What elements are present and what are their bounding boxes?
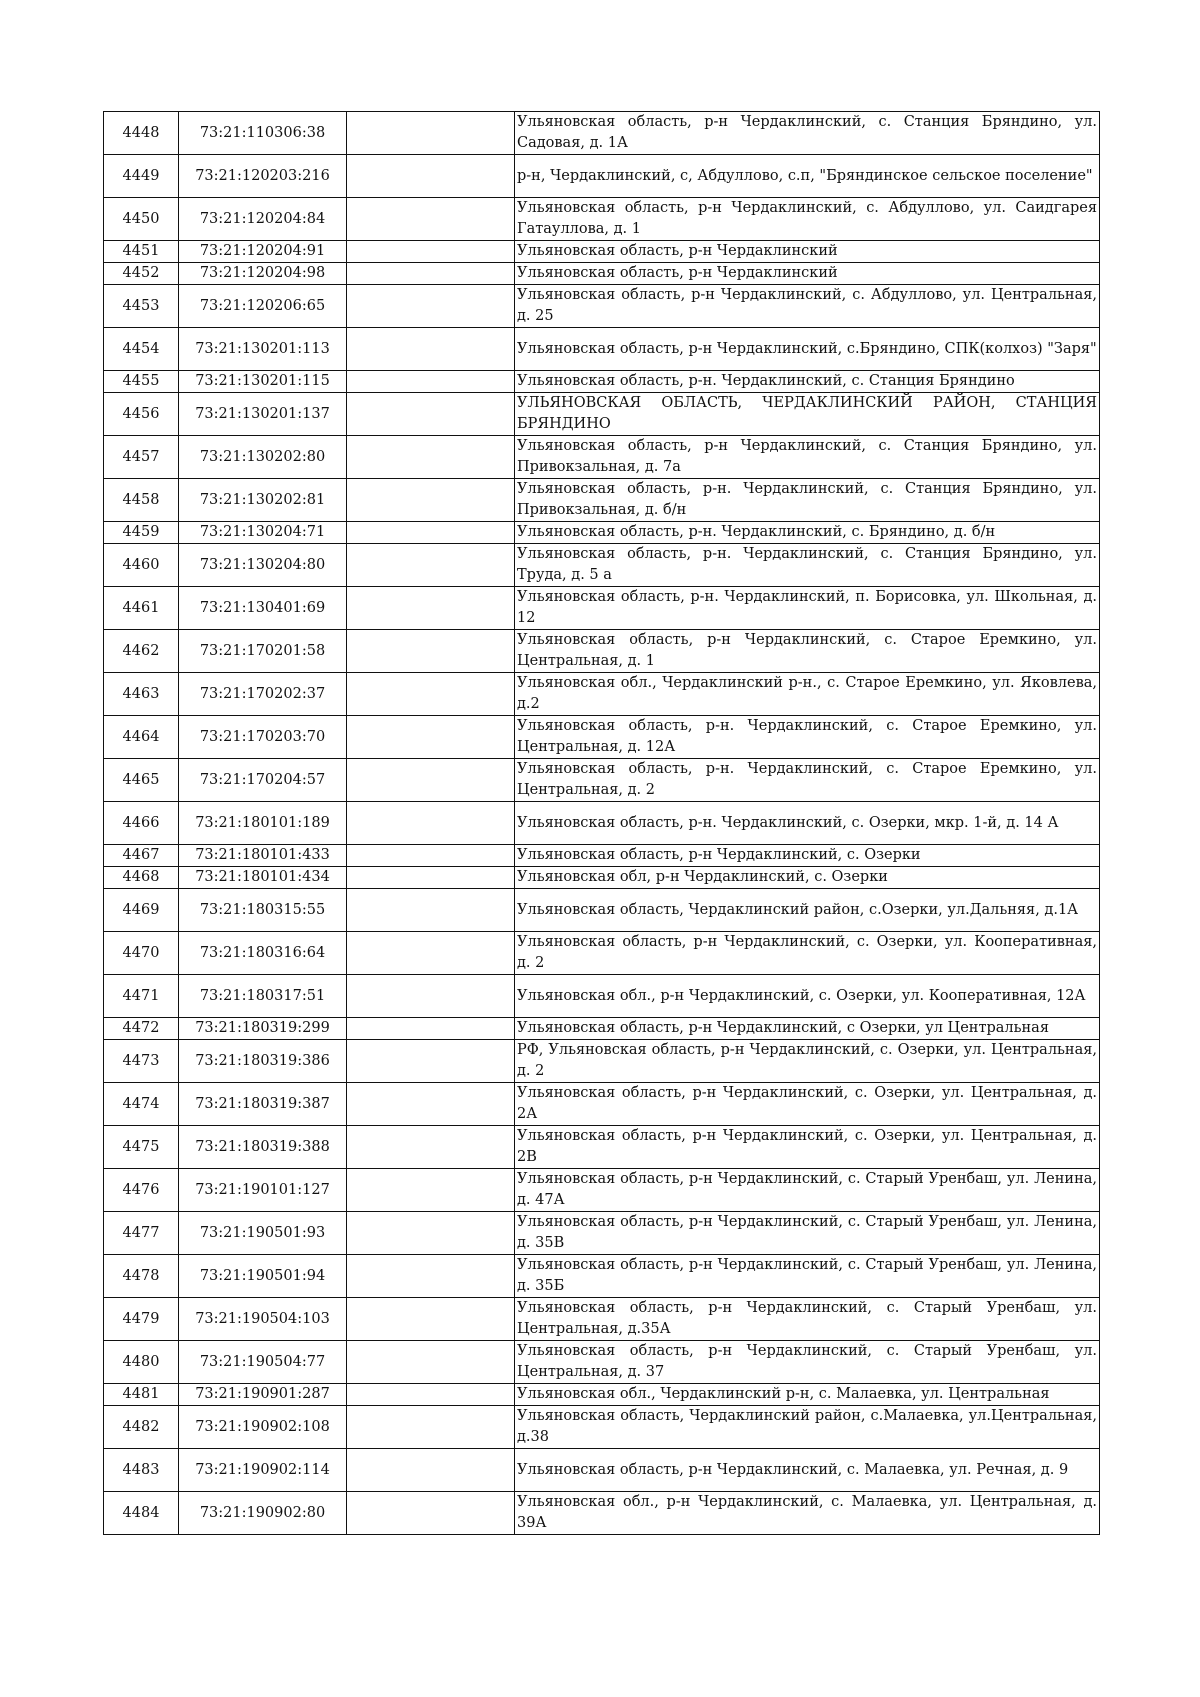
address-cell: Ульяновская область, р-н Чердаклинский, с. Озерки, ул. Центральная, д. 2В	[515, 1126, 1100, 1169]
row-number-cell: 4478	[104, 1255, 179, 1298]
table-row	[104, 867, 1100, 889]
empty-cell	[347, 759, 515, 802]
cadastral-number-cell: 73:21:130201:137	[179, 393, 347, 436]
empty-cell	[347, 845, 515, 867]
empty-cell	[347, 1406, 515, 1449]
row-number-cell: 4465	[104, 759, 179, 802]
row-number-cell: 4457	[104, 436, 179, 479]
row-number-cell: 4475	[104, 1126, 179, 1169]
cadastral-number-cell: 73:21:120206:65	[179, 285, 347, 328]
empty-cell	[347, 1449, 515, 1492]
address-cell: Ульяновская область, р-н. Чердаклинский, с. Озерки, мкр. 1-й, д. 14 А	[515, 802, 1100, 845]
cadastral-number-cell: 73:21:120204:84	[179, 198, 347, 241]
row-number-cell: 4476	[104, 1169, 179, 1212]
registry-table-body	[104, 112, 1100, 1535]
address-cell: Ульяновская область, Чердаклинский район, с.Малаевка, ул.Центральная, д.38	[515, 1406, 1100, 1449]
empty-cell	[347, 1169, 515, 1212]
cadastral-number-cell: 73:21:120203:216	[179, 155, 347, 198]
empty-cell	[347, 975, 515, 1018]
row-number-cell: 4467	[104, 845, 179, 867]
row-number-cell: 4458	[104, 479, 179, 522]
row-number-cell: 4451	[104, 241, 179, 263]
table-row	[104, 630, 1100, 673]
cadastral-number-cell: 73:21:180101:433	[179, 845, 347, 867]
row-number-cell: 4464	[104, 716, 179, 759]
cadastral-number-cell: 73:21:130401:69	[179, 587, 347, 630]
row-number-cell: 4471	[104, 975, 179, 1018]
table-row	[104, 393, 1100, 436]
row-number-cell: 4466	[104, 802, 179, 845]
table-row	[104, 673, 1100, 716]
table-row	[104, 759, 1100, 802]
cadastral-number-cell: 73:21:180101:189	[179, 802, 347, 845]
cadastral-number-cell: 73:21:130201:113	[179, 328, 347, 371]
address-cell: Ульяновская область, р-н. Чердаклинский, с. Станция Бряндино	[515, 371, 1100, 393]
address-cell: Ульяновская область, р-н Чердаклинский, с. Старый Уренбаш, ул. Ленина, д. 35Б	[515, 1255, 1100, 1298]
cadastral-number-cell: 73:21:180316:64	[179, 932, 347, 975]
address-cell: Ульяновская обл, р-н Чердаклинский, с. Озерки	[515, 867, 1100, 889]
cadastral-number-cell: 73:21:130202:81	[179, 479, 347, 522]
empty-cell	[347, 393, 515, 436]
row-number-cell: 4455	[104, 371, 179, 393]
address-cell: Ульяновская область, р-н Чердаклинский, с. Старый Уренбаш, ул. Ленина, д. 47А	[515, 1169, 1100, 1212]
row-number-cell: 4459	[104, 522, 179, 544]
row-number-cell: 4482	[104, 1406, 179, 1449]
table-row	[104, 371, 1100, 393]
document-page	[103, 111, 1099, 1535]
empty-cell	[347, 802, 515, 845]
row-number-cell: 4481	[104, 1384, 179, 1406]
table-row	[104, 241, 1100, 263]
cadastral-number-cell: 73:21:190101:127	[179, 1169, 347, 1212]
cadastral-number-cell: 73:21:170201:58	[179, 630, 347, 673]
empty-cell	[347, 1255, 515, 1298]
cadastral-number-cell: 73:21:130204:80	[179, 544, 347, 587]
cadastral-number-cell: 73:21:190901:287	[179, 1384, 347, 1406]
cadastral-number-cell: 73:21:180315:55	[179, 889, 347, 932]
row-number-cell: 4483	[104, 1449, 179, 1492]
table-row	[104, 932, 1100, 975]
row-number-cell: 4448	[104, 112, 179, 155]
registry-table	[103, 111, 1100, 1535]
address-cell: Ульяновская обл., р-н Чердаклинский, с. Малаевка, ул. Центральная, д. 39А	[515, 1492, 1100, 1535]
address-cell: Ульяновская область, р-н. Чердаклинский, с. Старое Еремкино, ул. Центральная, д. 12А	[515, 716, 1100, 759]
table-row	[104, 436, 1100, 479]
address-cell: Ульяновская область, р-н. Чердаклинский, п. Борисовка, ул. Школьная, д. 12	[515, 587, 1100, 630]
table-row	[104, 328, 1100, 371]
empty-cell	[347, 630, 515, 673]
table-row	[104, 716, 1100, 759]
address-cell: Ульяновская область, р-н Чердаклинский, с. Старый Уренбаш, ул. Центральная, д. 37	[515, 1341, 1100, 1384]
address-cell: Ульяновская область, р-н Чердаклинский, с. Старое Еремкино, ул. Центральная, д. 1	[515, 630, 1100, 673]
cadastral-number-cell: 73:21:120204:98	[179, 263, 347, 285]
address-cell: Ульяновская область, Чердаклинский район, с.Озерки, ул.Дальняя, д.1А	[515, 889, 1100, 932]
cadastral-number-cell: 73:21:170204:57	[179, 759, 347, 802]
address-cell: Ульяновская область, р-н Чердаклинский, с. Старый Уренбаш, ул. Центральная, д.35А	[515, 1298, 1100, 1341]
table-row	[104, 522, 1100, 544]
table-row	[104, 1040, 1100, 1083]
address-cell: Ульяновская область, р-н Чердаклинский, с. Старый Уренбаш, ул. Ленина, д. 35В	[515, 1212, 1100, 1255]
table-row	[104, 1298, 1100, 1341]
empty-cell	[347, 241, 515, 263]
row-number-cell: 4449	[104, 155, 179, 198]
table-row	[104, 1406, 1100, 1449]
table-row	[104, 802, 1100, 845]
table-row	[104, 1449, 1100, 1492]
empty-cell	[347, 371, 515, 393]
address-cell: Ульяновская область, р-н Чердаклинский, с. Малаевка, ул. Речная, д. 9	[515, 1449, 1100, 1492]
empty-cell	[347, 867, 515, 889]
table-row	[104, 544, 1100, 587]
address-cell: р-н, Чердаклинский, с, Абдуллово, с.п, "Бряндинское сельское поселение"	[515, 155, 1100, 198]
empty-cell	[347, 1341, 515, 1384]
address-cell: Ульяновская область, р-н. Чердаклинский, с. Старое Еремкино, ул. Центральная, д. 2	[515, 759, 1100, 802]
address-cell: Ульяновская обл., Чердаклинский р-н., с. Старое Еремкино, ул. Яковлева, д.2	[515, 673, 1100, 716]
empty-cell	[347, 436, 515, 479]
row-number-cell: 4454	[104, 328, 179, 371]
empty-cell	[347, 155, 515, 198]
empty-cell	[347, 1018, 515, 1040]
table-row	[104, 1083, 1100, 1126]
table-row	[104, 1169, 1100, 1212]
cadastral-number-cell: 73:21:110306:38	[179, 112, 347, 155]
table-row	[104, 975, 1100, 1018]
cadastral-number-cell: 73:21:170202:37	[179, 673, 347, 716]
table-row	[104, 263, 1100, 285]
cadastral-number-cell: 73:21:130201:115	[179, 371, 347, 393]
row-number-cell: 4474	[104, 1083, 179, 1126]
table-row	[104, 889, 1100, 932]
row-number-cell: 4468	[104, 867, 179, 889]
table-row	[104, 1384, 1100, 1406]
row-number-cell: 4460	[104, 544, 179, 587]
table-row	[104, 845, 1100, 867]
empty-cell	[347, 544, 515, 587]
cadastral-number-cell: 73:21:190501:93	[179, 1212, 347, 1255]
address-cell: Ульяновская область, р-н Чердаклинский, с. Абдуллово, ул. Центральная, д. 25	[515, 285, 1100, 328]
address-cell: Ульяновская область, р-н. Чердаклинский, с. Бряндино, д. б/н	[515, 522, 1100, 544]
empty-cell	[347, 328, 515, 371]
row-number-cell: 4484	[104, 1492, 179, 1535]
empty-cell	[347, 716, 515, 759]
empty-cell	[347, 285, 515, 328]
cadastral-number-cell: 73:21:180101:434	[179, 867, 347, 889]
row-number-cell: 4472	[104, 1018, 179, 1040]
table-row	[104, 1492, 1100, 1535]
row-number-cell: 4477	[104, 1212, 179, 1255]
empty-cell	[347, 112, 515, 155]
empty-cell	[347, 522, 515, 544]
row-number-cell: 4452	[104, 263, 179, 285]
empty-cell	[347, 1492, 515, 1535]
cadastral-number-cell: 73:21:190504:103	[179, 1298, 347, 1341]
row-number-cell: 4461	[104, 587, 179, 630]
cadastral-number-cell: 73:21:170203:70	[179, 716, 347, 759]
empty-cell	[347, 263, 515, 285]
row-number-cell: 4450	[104, 198, 179, 241]
row-number-cell: 4469	[104, 889, 179, 932]
empty-cell	[347, 1384, 515, 1406]
address-cell: Ульяновская обл., р-н Чердаклинский, с. Озерки, ул. Кооперативная, 12А	[515, 975, 1100, 1018]
row-number-cell: 4456	[104, 393, 179, 436]
address-cell: УЛЬЯНОВСКАЯ ОБЛАСТЬ, ЧЕРДАКЛИНСКИЙ РАЙОН, СТАНЦИЯ БРЯНДИНО	[515, 393, 1100, 436]
cadastral-number-cell: 73:21:190902:108	[179, 1406, 347, 1449]
cadastral-number-cell: 73:21:190504:77	[179, 1341, 347, 1384]
table-row	[104, 1212, 1100, 1255]
empty-cell	[347, 1083, 515, 1126]
empty-cell	[347, 1126, 515, 1169]
row-number-cell: 4463	[104, 673, 179, 716]
address-cell: Ульяновская область, р-н Чердаклинский, с. Озерки	[515, 845, 1100, 867]
empty-cell	[347, 479, 515, 522]
table-row	[104, 1341, 1100, 1384]
address-cell: Ульяновская область, р-н Чердаклинский, с Озерки, ул Центральная	[515, 1018, 1100, 1040]
address-cell: Ульяновская область, р-н Чердаклинский, с. Абдуллово, ул. Саидгарея Гатауллова, д. 1	[515, 198, 1100, 241]
row-number-cell: 4473	[104, 1040, 179, 1083]
row-number-cell: 4462	[104, 630, 179, 673]
table-row	[104, 198, 1100, 241]
table-row	[104, 1255, 1100, 1298]
cadastral-number-cell: 73:21:190501:94	[179, 1255, 347, 1298]
table-row	[104, 587, 1100, 630]
address-cell: Ульяновская область, р-н Чердаклинский	[515, 263, 1100, 285]
empty-cell	[347, 1040, 515, 1083]
empty-cell	[347, 1298, 515, 1341]
empty-cell	[347, 889, 515, 932]
address-cell: Ульяновская область, р-н Чердаклинский, с. Озерки, ул. Кооперативная, д. 2	[515, 932, 1100, 975]
address-cell: Ульяновская обл., Чердаклинский р-н, с. Малаевка, ул. Центральная	[515, 1384, 1100, 1406]
cadastral-number-cell: 73:21:180319:386	[179, 1040, 347, 1083]
cadastral-number-cell: 73:21:180317:51	[179, 975, 347, 1018]
address-cell: Ульяновская область, р-н Чердаклинский, с. Станция Бряндино, ул. Привокзальная, д. 7а	[515, 436, 1100, 479]
address-cell: Ульяновская область, р-н Чердаклинский, с. Озерки, ул. Центральная, д. 2А	[515, 1083, 1100, 1126]
cadastral-number-cell: 73:21:130202:80	[179, 436, 347, 479]
table-row	[104, 112, 1100, 155]
table-row	[104, 155, 1100, 198]
address-cell: Ульяновская область, р-н Чердаклинский, с. Станция Бряндино, ул. Садовая, д. 1А	[515, 112, 1100, 155]
table-row	[104, 1018, 1100, 1040]
address-cell: Ульяновская область, р-н Чердаклинский	[515, 241, 1100, 263]
cadastral-number-cell: 73:21:130204:71	[179, 522, 347, 544]
cadastral-number-cell: 73:21:180319:387	[179, 1083, 347, 1126]
address-cell: РФ, Ульяновская область, р-н Чердаклинский, с. Озерки, ул. Центральная, д. 2	[515, 1040, 1100, 1083]
row-number-cell: 4470	[104, 932, 179, 975]
empty-cell	[347, 932, 515, 975]
address-cell: Ульяновская область, р-н Чердаклинский, с.Бряндино, СПК(колхоз) "Заря"	[515, 328, 1100, 371]
empty-cell	[347, 198, 515, 241]
empty-cell	[347, 673, 515, 716]
cadastral-number-cell: 73:21:180319:388	[179, 1126, 347, 1169]
cadastral-number-cell: 73:21:190902:114	[179, 1449, 347, 1492]
row-number-cell: 4479	[104, 1298, 179, 1341]
row-number-cell: 4480	[104, 1341, 179, 1384]
row-number-cell: 4453	[104, 285, 179, 328]
cadastral-number-cell: 73:21:120204:91	[179, 241, 347, 263]
cadastral-number-cell: 73:21:190902:80	[179, 1492, 347, 1535]
empty-cell	[347, 1212, 515, 1255]
table-row	[104, 1126, 1100, 1169]
cadastral-number-cell: 73:21:180319:299	[179, 1018, 347, 1040]
table-row	[104, 285, 1100, 328]
table-row	[104, 479, 1100, 522]
empty-cell	[347, 587, 515, 630]
address-cell: Ульяновская область, р-н. Чердаклинский, с. Станция Бряндино, ул. Привокзальная, д. б/н	[515, 479, 1100, 522]
address-cell: Ульяновская область, р-н. Чердаклинский, с. Станция Бряндино, ул. Труда, д. 5 а	[515, 544, 1100, 587]
